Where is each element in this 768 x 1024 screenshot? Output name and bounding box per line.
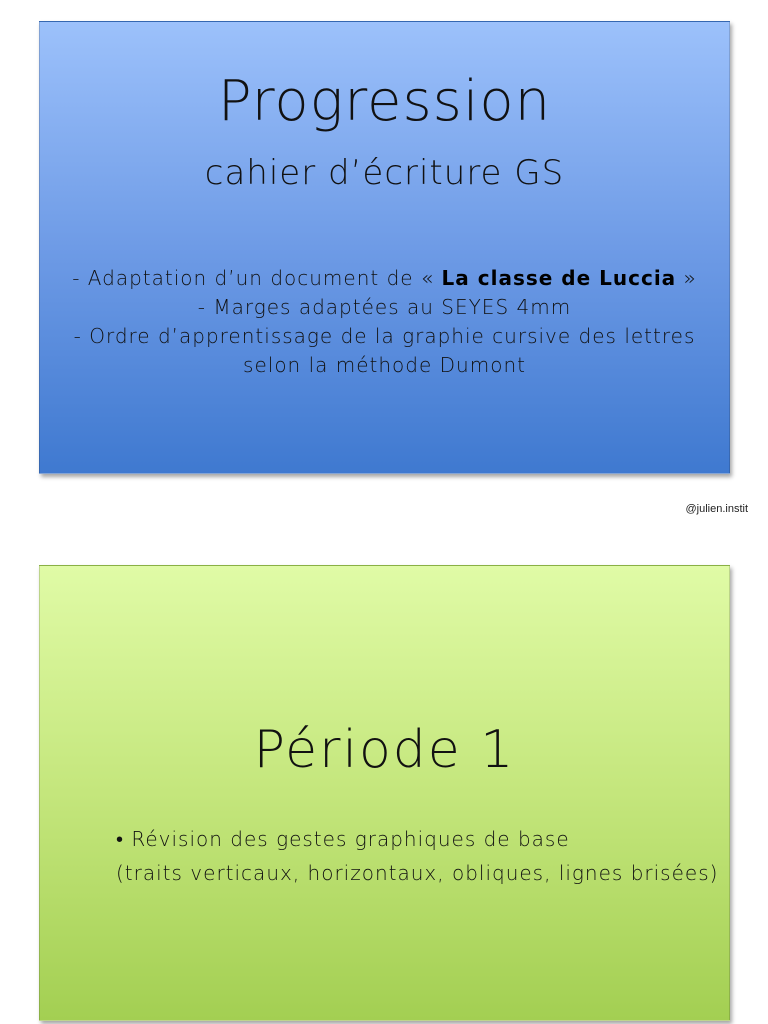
note-line-margins: - Marges adaptées au SEYES 4mm (197, 295, 572, 319)
note-line-order: - Ordre d’apprentissage de la graphie cursive des lettres (73, 324, 696, 348)
title-slide (39, 21, 730, 474)
slide-title: Progression (217, 69, 552, 134)
note-line-adaptation (50, 264, 719, 293)
slide-subtitle: cahier d’écriture GS (204, 153, 565, 193)
source-name: La classe de Luccia (441, 266, 677, 290)
slide-notes (50, 264, 719, 380)
author-credit: @julien.instit (685, 503, 748, 515)
period-title: Période 1 (253, 720, 516, 780)
period-slide (39, 565, 730, 1021)
list-item-details: (traits verticaux, horizontaux, obliques, lignes brisées) (116, 861, 719, 885)
note-suffix: » (676, 266, 697, 290)
list-item-revision: • Révision des gestes graphiques de base (116, 827, 570, 851)
period-content (116, 822, 721, 890)
note-line-method: selon la méthode Dumont (243, 353, 526, 377)
note-prefix: - Adaptation d’un document de « (72, 266, 442, 290)
